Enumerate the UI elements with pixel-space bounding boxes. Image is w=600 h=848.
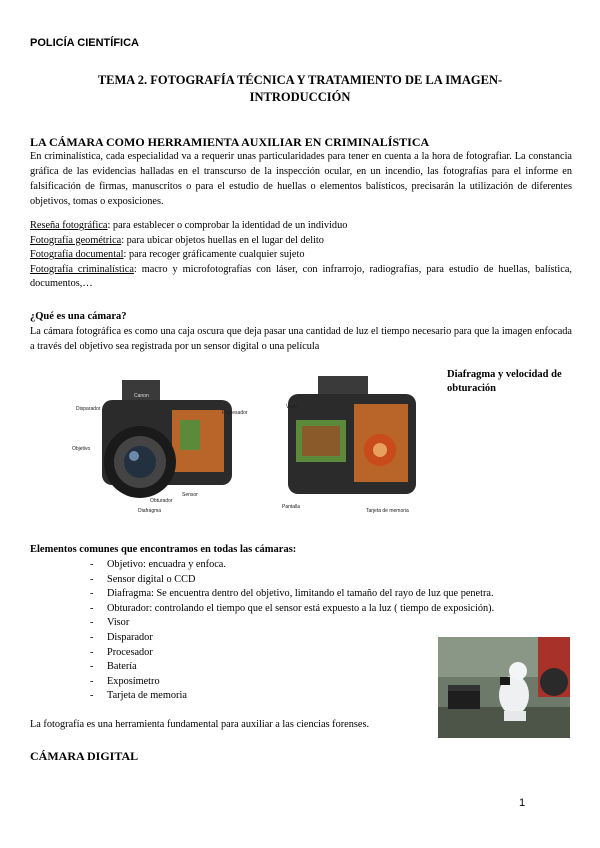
question-paragraph: La cámara fotográfica es como una caja oscura que deja pasar una cantidad de luz el tiempo necesario para que la imagen enfocada a través del objetivo sea registrada por un sensor digital o una película — [30, 326, 572, 352]
elements-heading: Elementos comunes que encontramos en todas las cámaras: — [30, 544, 297, 555]
definition-item — [30, 248, 572, 263]
equipment-case — [448, 689, 480, 709]
circuit-board — [180, 420, 200, 450]
elements-list — [90, 558, 494, 704]
definition-item — [30, 234, 572, 249]
definition-text: : macro y microfotografías con láser, con infrarrojo, radiografías, para estudio de huellas, balística, documentos,… — [30, 263, 572, 289]
lens-glass — [124, 446, 156, 478]
side-caption: Diafragma y velocidad de obturación — [447, 369, 562, 394]
label-disparador: Disparador — [76, 406, 101, 412]
list-item: - Diafragma: Se encuentra dentro del objetivo, limitando el tamaño del rayo de luz que penetra. — [90, 587, 494, 602]
label-pantalla: Pantalla — [282, 504, 301, 510]
page-number: 1 — [519, 797, 526, 809]
camera-cutaway-back-image — [268, 370, 438, 520]
label-objetivo: Objetivo — [72, 446, 91, 452]
camera-cutaway-front-image — [62, 370, 262, 520]
brand-label: Canon — [134, 393, 149, 399]
label-visor: Visor — [286, 404, 298, 410]
forensic-photographer-image — [438, 637, 570, 738]
label-procesador: Procesador — [222, 410, 248, 416]
closing-sentence: La fotografía es una herramienta fundamental para auxiliar a las ciencias forenses. — [30, 719, 370, 730]
list-item: - Sensor digital o CCD — [90, 573, 494, 588]
list-item: - Tarjeta de memoria — [90, 689, 494, 704]
definition-term: Reseña fotográfica — [30, 220, 108, 231]
definition-term: Fotografía documental — [30, 249, 124, 260]
definition-text: : para ubicar objetos huellas en el lugar del delito — [121, 234, 324, 246]
list-item: - Exposímetro — [90, 675, 494, 690]
document-title — [60, 72, 540, 106]
list-item: - Obturador: controlando el tiempo que el sensor está expuesto a la luz ( tiempo de exposición). — [90, 602, 494, 617]
section-heading-digital-camera: CÁMARA DIGITAL — [30, 749, 139, 763]
label-sensor: Sensor — [182, 492, 198, 498]
label-diafragma: Diafragma — [138, 508, 162, 514]
list-item: - Visor — [90, 616, 494, 631]
definition-item — [30, 263, 572, 292]
section-paragraph-intro: En criminalística, cada especialidad va a requerir unas particularidades para tener en cuenta a la hora de fotografiar. La constancia gráfica de las evidencias halladas en el transcurso de la inspección ocular, en un incendio, las fotografías para el informe en falsificación de firmas, manuscritos o para el estudio de huellas o elementos balísticos, precisarán la utilización de diferentes objetivos, tomas o exposiciones. — [30, 151, 572, 207]
question-heading: ¿Qué es una cámara? — [30, 311, 127, 322]
section-heading-camera-tool: LA CÁMARA COMO HERRAMIENTA AUXILIAR EN CRIMINALÍSTICA — [30, 135, 430, 149]
definition-term: Fotografía criminalística — [30, 263, 134, 275]
definition-text: : para recoger gráficamente cualquier sujeto — [123, 249, 305, 260]
camera-in-hand — [500, 677, 510, 685]
title-line-2: INTRODUCCIÓN — [249, 90, 351, 104]
list-item: - Objetivo: encuadra y enfoca. — [90, 558, 494, 573]
list-item: - Procesador — [90, 646, 494, 661]
document-header: POLICÍA CIENTÍFICA — [30, 37, 139, 49]
list-item: - Batería — [90, 660, 494, 675]
label-obturador: Obturador — [150, 498, 173, 504]
list-item: - Disparador — [90, 631, 494, 646]
definition-text: : para establecer o comprobar la identidad de un individuo — [107, 220, 348, 231]
title-line-1: TEMA 2. FOTOGRAFÍA TÉCNICA Y TRATAMIENTO DE LA IMAGEN- — [97, 73, 503, 87]
label-tarjeta: Tarjeta de memoria — [366, 508, 409, 514]
definition-item — [30, 219, 572, 234]
definition-term: Fotografía geométrica — [30, 234, 122, 246]
definition-list — [30, 219, 572, 292]
investigator-hood — [509, 662, 527, 680]
